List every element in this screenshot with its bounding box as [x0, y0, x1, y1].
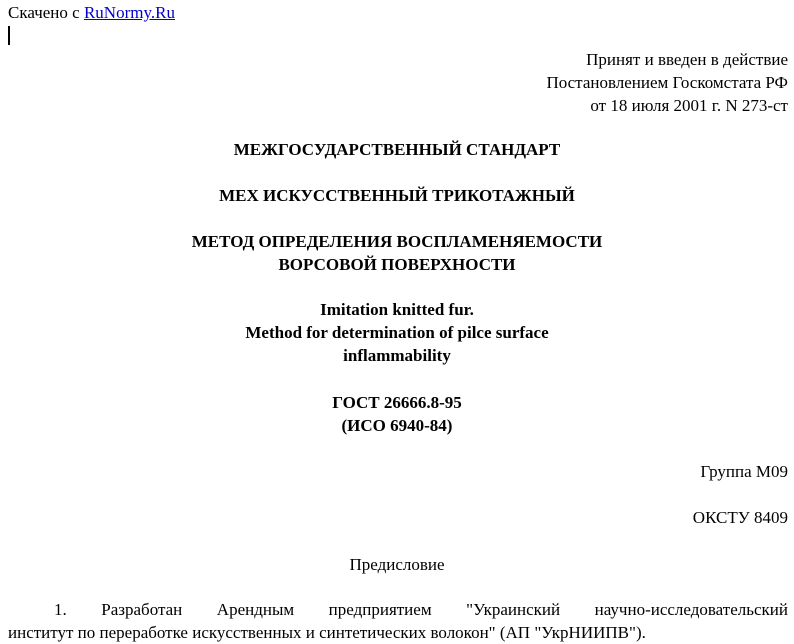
preface-heading: Предисловие	[349, 555, 445, 574]
okstu-code: ОКСТУ 8409	[692, 508, 788, 527]
method-heading	[0, 230, 794, 276]
preface-item-1-line-1: 1. Разработан Арендным предприятием "Украинский научно-исследовательский	[54, 600, 788, 619]
product-heading	[0, 184, 794, 207]
approval-block	[546, 48, 788, 117]
english-title-line-3: inflammability	[343, 346, 451, 365]
standard-type-text: МЕЖГОСУДАРСТВЕННЫЙ СТАНДАРТ	[233, 140, 561, 159]
standard-number-block	[0, 391, 794, 437]
approval-line-1: Принят и введен в действие	[586, 50, 788, 69]
approval-line-3: от 18 июля 2001 г. N 273-ст	[590, 96, 788, 115]
text-cursor	[8, 26, 10, 45]
english-title-line-1: Imitation knitted fur.	[320, 300, 474, 319]
group-code: Группа М09	[700, 462, 788, 481]
download-source-prefix: Скачено с	[8, 3, 84, 22]
product-title-text: МЕХ ИСКУССТВЕННЫЙ ТРИКОТАЖНЫЙ	[219, 186, 575, 205]
approval-line-2: Постановлением Госкомстата РФ	[546, 73, 788, 92]
method-title-line-1: МЕТОД ОПРЕДЕЛЕНИЯ ВОСПЛАМЕНЯЕМОСТИ	[191, 232, 603, 251]
download-source-line	[8, 3, 175, 23]
english-title-block	[0, 298, 794, 367]
method-title-line-2: ВОРСОВОЙ ПОВЕРХНОСТИ	[278, 255, 516, 274]
preface-item-1-line-2: институт по переработке искусственных и синтетических волокон" (АП "УкрНИИПВ").	[8, 623, 646, 642]
runormy-link[interactable]: RuNormy.Ru	[83, 3, 175, 22]
standard-type-heading	[0, 138, 794, 161]
iso-number: (ИСО 6940-84)	[341, 416, 453, 435]
english-title-line-2: Method for determination of pilce surface	[245, 323, 549, 342]
gost-number: ГОСТ 26666.8-95	[332, 393, 462, 412]
preface-item-1	[8, 598, 788, 644]
